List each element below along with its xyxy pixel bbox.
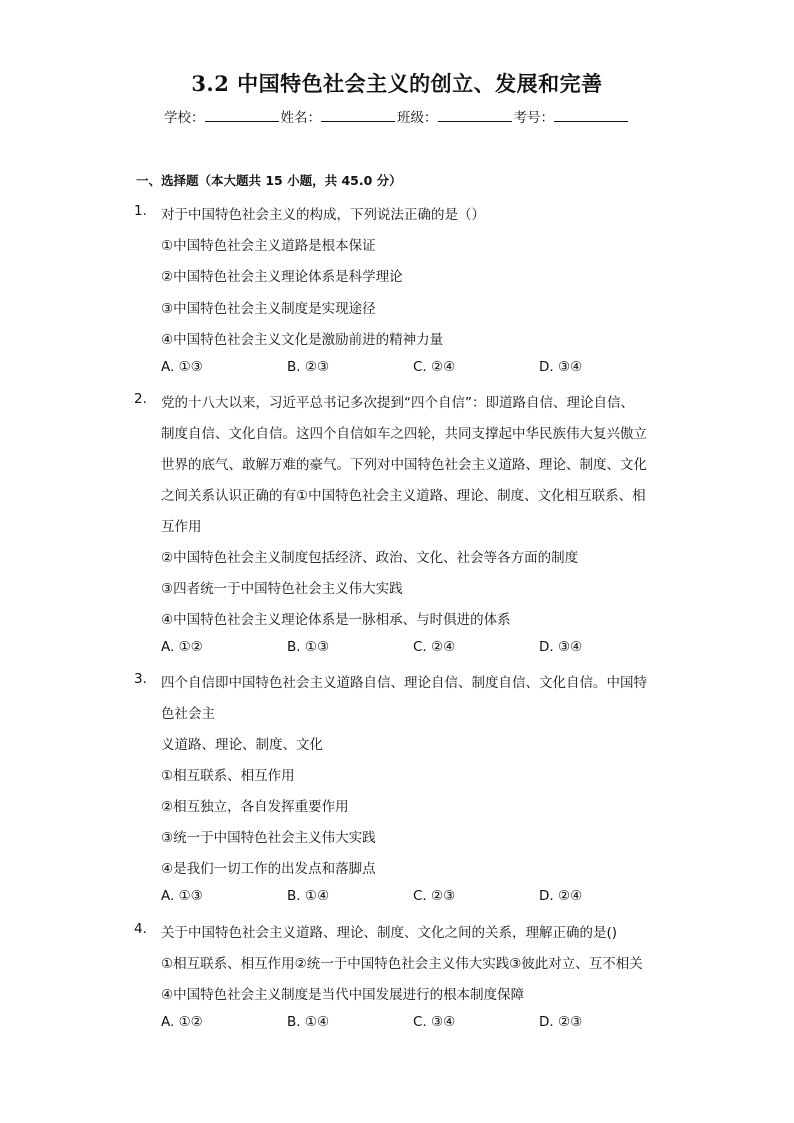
class-blank[interactable] [438, 109, 512, 122]
option-a[interactable]: A. ①② [161, 639, 203, 655]
answer-options [161, 1014, 701, 1034]
statement-line: ②中国特色社会主义理论体系是科学理论 [161, 269, 403, 285]
answer-options [161, 639, 701, 659]
statement-line: ④中国特色社会主义文化是激励前进的精神力量 [161, 332, 444, 348]
option-d[interactable]: D. ③④ [539, 639, 583, 655]
question-number: 1. [134, 203, 147, 219]
option-b[interactable]: B. ①③ [287, 639, 330, 655]
exam-no-blank[interactable] [554, 109, 628, 122]
question-number: 4. [134, 921, 147, 937]
answer-options [161, 888, 701, 908]
statement-line: ③四者统一于中国特色社会主义伟大实践 [161, 581, 403, 597]
option-b[interactable]: B. ②③ [287, 359, 330, 375]
question-stem: 对于中国特色社会主义的构成，下列说法正确的是（） [161, 207, 485, 223]
question-stem: 义道路、理论、制度、文化 [161, 737, 323, 753]
question-stem: 世界的底气、敢解万难的豪气。下列对中国特色社会主义道路、理论、制度、文化 [161, 457, 647, 473]
question-stem: 党的十八大以来，习近平总书记多次提到“四个自信”：即道路自信、理论自信、 [161, 395, 634, 411]
statement-line: ②中国特色社会主义制度包括经济、政治、文化、社会等各方面的制度 [161, 550, 579, 566]
answer-options [161, 359, 701, 379]
school-blank[interactable] [205, 109, 279, 122]
option-c[interactable]: C. ②④ [413, 639, 456, 655]
student-info-row [0, 106, 794, 126]
question-stem: 关于中国特色社会主义道路、理论、制度、文化之间的关系，理解正确的是() [161, 925, 618, 941]
question-number: 2. [134, 391, 147, 407]
option-c[interactable]: C. ②④ [413, 359, 456, 375]
option-d[interactable]: D. ②③ [539, 1014, 583, 1030]
option-a[interactable]: A. ①③ [161, 359, 203, 375]
statement-line: ④是我们一切工作的出发点和落脚点 [161, 861, 376, 877]
statement-line: ①相互联系、相互作用②统一于中国特色社会主义伟大实践③彼此对立、互不相关 [161, 956, 643, 972]
option-b[interactable]: B. ①④ [287, 1014, 330, 1030]
option-d[interactable]: D. ②④ [539, 888, 583, 904]
name-blank[interactable] [321, 109, 395, 122]
statement-line: ③中国特色社会主义制度是实现途径 [161, 301, 376, 317]
statement-line: ②相互独立，各自发挥重要作用 [161, 799, 349, 815]
statement-line: ④中国特色社会主义制度是当代中国发展进行的根本制度保障 [161, 987, 525, 1003]
option-c[interactable]: C. ③④ [413, 1014, 456, 1030]
school-label: 学校： [164, 110, 205, 126]
option-c[interactable]: C. ②③ [413, 888, 456, 904]
statement-line: ①相互联系、相互作用 [161, 768, 295, 784]
class-label: 班级： [397, 110, 438, 126]
option-a[interactable]: A. ①③ [161, 888, 203, 904]
statement-line: ①中国特色社会主义道路是根本保证 [161, 238, 376, 254]
question-stem: 之间关系认识正确的有①中国特色社会主义道路、理论、制度、文化相互联系、相 [161, 488, 646, 504]
option-b[interactable]: B. ①④ [287, 888, 330, 904]
statement-line: ④中国特色社会主义理论体系是一脉相承、与时俱进的体系 [161, 612, 511, 628]
question-stem: 色社会主 [161, 706, 215, 722]
option-d[interactable]: D. ③④ [539, 359, 583, 375]
question-stem: 制度自信、文化自信。这四个自信如车之四轮，共同支撑起中华民族伟大复兴傲立 [161, 426, 647, 442]
statement-line: ③统一于中国特色社会主义伟大实践 [161, 830, 376, 846]
page-title: 3.2 中国特色社会主义的创立、发展和完善 [191, 71, 603, 96]
question-number: 3. [134, 671, 147, 687]
section-heading: 一、选择题（本大题共 15 小题，共 45.0 分） [136, 173, 402, 188]
option-a[interactable]: A. ①② [161, 1014, 203, 1030]
exam-no-label: 考号： [513, 110, 554, 126]
name-label: 姓名： [280, 110, 321, 126]
question-stem: 四个自信即中国特色社会主义道路自信、理论自信、制度自信、文化自信。中国特 [161, 675, 647, 691]
question-stem: 互作用 [161, 519, 202, 535]
